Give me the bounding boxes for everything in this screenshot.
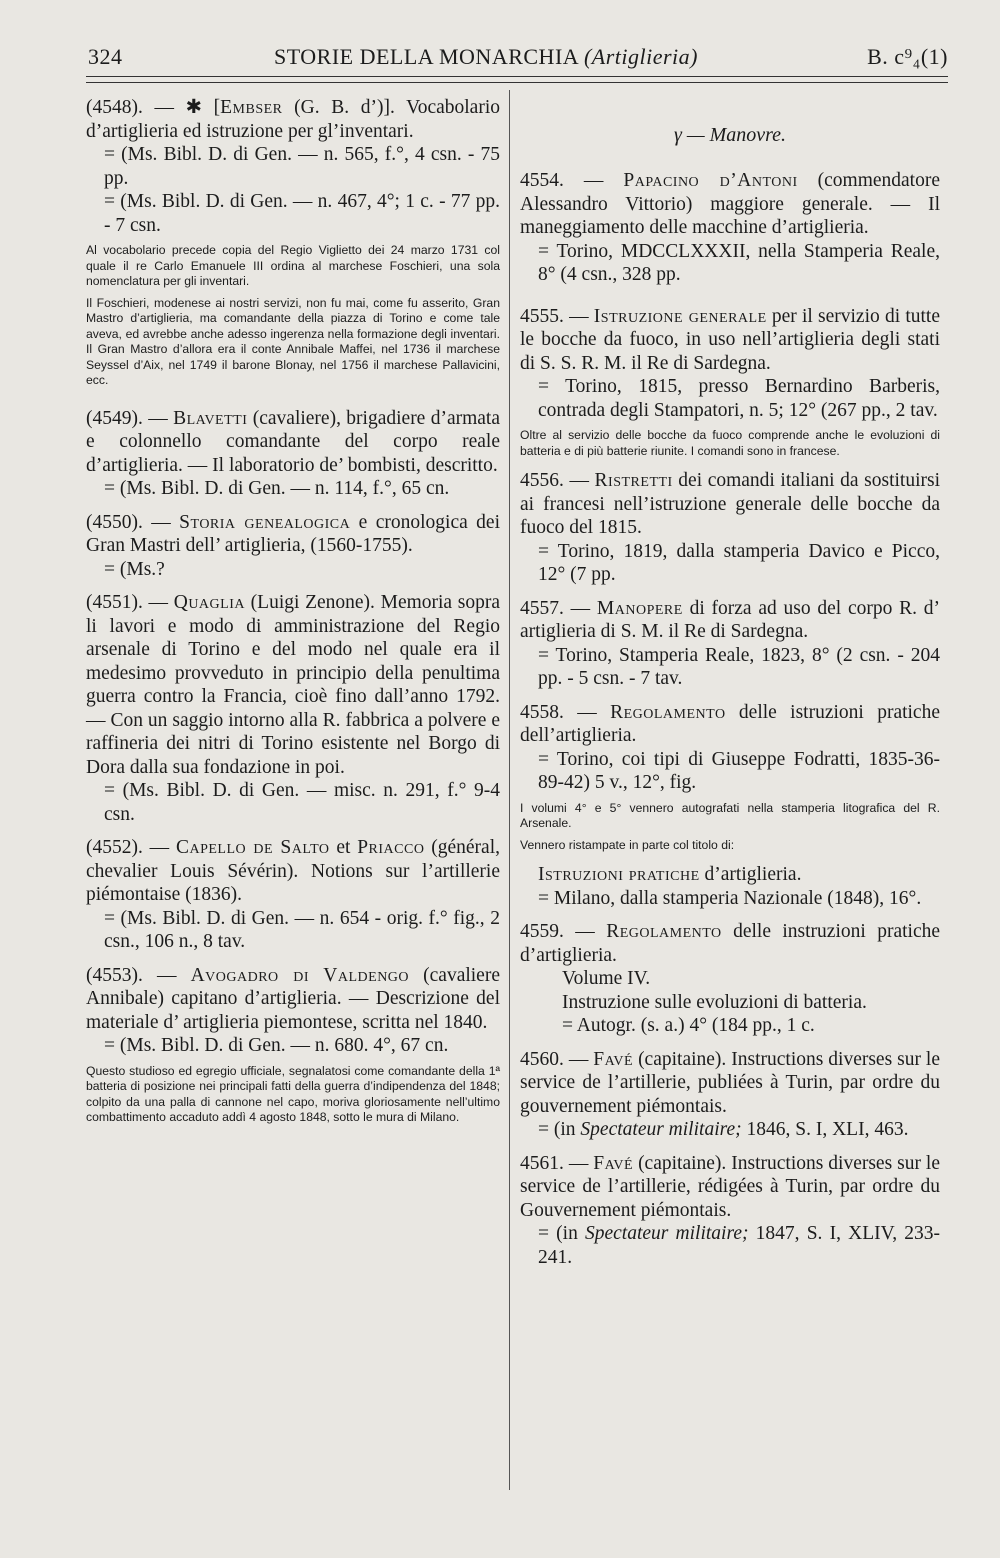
entry-author-2: Priacco: [357, 837, 425, 858]
entry-text: [86, 407, 500, 478]
entry-author: Storia genealogica: [179, 511, 351, 533]
entry-title: (capitaine). Instructions diverses sur le service de l’artillerie, publiées à Turin, par ordre du gouvernement piémontais.: [520, 1048, 940, 1117]
entry-title: d’artiglieria.: [699, 864, 802, 885]
entry-number: 4559. —: [520, 921, 607, 942]
entry-reference: = Torino, 1819, dalla stamperia Davico e Picco, 12° (7 pp.: [538, 540, 940, 585]
entry-title: (cavaliere), brigadiere d’armata e colonnello comandante del corpo reale d’artiglieria. — Il laboratorio de’ bombisti, descritto.: [86, 407, 500, 476]
entry-title: per il servizio di tutte le bocche da fuoco, in uso nell’artiglieria degli stati di S. S. R. M. il Re di Sardegna.: [520, 305, 940, 374]
entry-reference: = Torino, coi tipi di Giuseppe Fodratti, 1835-36-89-42) 5 v., 12°, fig.: [538, 748, 940, 793]
entry-title: (général, chevalier Louis Sévérin). Notions sur l’artillerie piémontaise (1836).: [86, 837, 500, 905]
entry-number: 4556. —: [520, 470, 595, 491]
entry-title: dei comandi italiani da sostituirsi ai francesi nell’istruzione generale delle bocche da fuoco del 1815.: [520, 470, 941, 538]
entry-4560: [520, 1048, 940, 1142]
entry-title: delle instruzioni pratiche d’artiglieria.: [520, 921, 940, 966]
entry-author: Favé: [593, 1152, 634, 1174]
entry-number: 4560. —: [520, 1048, 594, 1070]
right-column: [520, 96, 940, 1279]
entry-4552: [86, 836, 500, 954]
ref-prefix: = (in: [538, 1119, 581, 1140]
ref-details: 1846, S. I, XLI, 463.: [741, 1119, 909, 1140]
entry-author: Blavetti: [173, 407, 248, 429]
entry-volume: Volume IV.: [562, 968, 651, 989]
entry-author: Istruzione generale: [593, 305, 767, 327]
entry-text: [520, 701, 940, 748]
entry-4551: [86, 591, 500, 826]
entry-title: (capitaine). Instructions diverses sur le service de l’artillerie, rédigées à Turin, par ordre du Gouvernement piémontais.: [520, 1152, 940, 1221]
entry-text: [86, 836, 500, 907]
entry-author: Quaglia: [173, 592, 245, 613]
entry-title: di forza ad uso del corpo R. d’ artiglieria di S. M. il Re di Sardegna.: [520, 597, 940, 642]
left-column: [86, 96, 500, 1136]
entry-note: I volumi 4° e 5° vennero autografati nella stamperia litografica del R. Arsenale.: [520, 800, 940, 830]
entry-text: [520, 1048, 940, 1119]
entry-reference: = Milano, dalla stamperia Nazionale (1848), 16°.: [538, 887, 922, 909]
entry-reference: = (Ms. Bibl. D. di Gen. — misc. n. 291, f.° 9-4 csn.: [104, 780, 500, 825]
entry-reference: = (Ms. Bibl. D. di Gen. — n. 680. 4°, 67 cn.: [104, 1035, 449, 1056]
entry-author: Papacino d’Antoni: [623, 170, 798, 191]
entry-author: Manopere: [596, 597, 683, 619]
entry-text: [520, 305, 940, 376]
header-rule-top: [86, 76, 948, 77]
entry-note: Questo studioso ed egregio ufficiale, segnalatosi come comandante della 1ª batteria di posizione nei principali fatti della guerra d’indipendenza del 1848; colpito da una palla di cannone nel capo, moriva gloriosamente nell’ultimo combattimento accaduto addì 4 agosto 1848, sotto le mura di Milano.: [86, 1063, 500, 1124]
entry-number: 4561. —: [520, 1152, 594, 1174]
entry-reference: = (Ms. Bibl. D. di Gen. — n. 114, f.°, 65 cn.: [104, 478, 450, 499]
entry-4559: [520, 920, 940, 1038]
entry-number: (4552). —: [86, 837, 176, 858]
entry-title: (Luigi Zenone). Memoria sopra li lavori e modo di amministrazione del Regio arsenale di Torino e del modo nel quale era il medesimo provveduto in principio della penultima guerra contro la Francia, cioè fino dall’anno 1792. — Con un saggio intorno alla R. fabbrica a polvere e raffineria dei nitri di Torino esistente nel Borgo di Dora dalla sua fondazione in poi.: [86, 592, 500, 778]
running-header: [88, 44, 948, 78]
entry-title: (cavaliere Annibale) capitano d’artiglieria. — Descrizione del materiale d’ artiglieria piemontese, scritta nel 1840.: [86, 964, 500, 1033]
entry-reference: = (Ms. Bibl. D. di Gen. — n. 654 - orig. f.° fig., 2 csn., 106 n., 8 tav.: [104, 907, 500, 952]
section-heading: γ — Manovre.: [673, 124, 787, 146]
running-title: [274, 44, 698, 70]
entry-note: Vennero ristampate in parte col titolo di:: [520, 837, 735, 852]
entry-author: Regolamento: [610, 701, 726, 723]
entry-text: [520, 597, 940, 644]
entry-4558: [520, 701, 940, 911]
entry-number: (4549). —: [86, 407, 174, 429]
entry-4555: [520, 305, 940, 460]
entry-4549: [86, 407, 500, 501]
entry-author: Embser: [220, 97, 283, 118]
entry-title: (commendatore Alessandro Vittorio) maggiore generale. — Il maneggiamento delle macchine d’artiglieria.: [520, 170, 940, 238]
entry-reprint-title: [520, 863, 940, 887]
entry-number: 4554. —: [520, 170, 624, 191]
entry-author: Regolamento: [606, 921, 722, 942]
signature-mark: B. c⁹₄(1): [867, 44, 948, 69]
entry-note: Oltre al servizio delle bocche da fuoco comprende anche le evoluzioni di batteria e di più batterie riunite. I comandi sono in francese.: [520, 428, 940, 458]
ref-journal: Spectateur militaire;: [580, 1119, 742, 1140]
entry-4557: [520, 597, 940, 691]
entry-4556: [520, 469, 940, 587]
ref-details: 1847, S. I, XLIV, 233-241.: [538, 1223, 940, 1268]
entry-4561: [520, 1152, 940, 1270]
entry-4554: [520, 169, 940, 287]
entry-text: [86, 96, 500, 143]
entry-reference: = (Ms. Bibl. D. di Gen. — n. 565, f.°, 4 csn. - 75 pp.: [104, 144, 500, 189]
entry-number: 4558. —: [520, 701, 611, 723]
entry-4553: [86, 964, 500, 1126]
ref-prefix: = (in: [538, 1223, 585, 1244]
entry-title: (G. B. d’)]. Vocabolario d’artiglieria ed istruzione per gl’inventari.: [86, 97, 501, 142]
column-divider: [509, 90, 510, 1490]
entry-number: 4555. —: [520, 305, 594, 327]
running-title-main: STORIE DELLA MONARCHIA: [274, 44, 578, 69]
entry-reference: = Torino, Stamperia Reale, 1823, 8° (2 csn. - 204 pp. - 5 csn. - 7 tav.: [538, 644, 940, 689]
entry-title: delle istruzioni pratiche dell’artiglieria.: [520, 701, 940, 746]
entry-number: (4550). —: [86, 511, 180, 533]
entry-reference: = (Ms.?: [104, 558, 165, 580]
header-rule-bottom: [86, 82, 948, 83]
entry-text: [520, 1152, 940, 1223]
entry-text: [86, 511, 500, 558]
entry-note: Al vocabolario precede copia del Regio Viglietto dei 24 marzo 1731 col quale il re Carlo Emanuele III ordina al marchese Foschieri, una sola nomenclatura per gli inventari.: [86, 243, 500, 288]
entry-reference: = Torino, 1815, presso Bernardino Barberis, contrada degli Stampatori, n. 5; 12° (267 pp., 2 tav.: [538, 376, 940, 421]
entry-reference: [520, 1222, 940, 1269]
entry-reference: = Torino, MDCCLXXXII, nella Stamperia Reale, 8° (4 csn., 328 pp.: [538, 240, 940, 285]
entry-4550: [86, 511, 500, 582]
entry-4548: [86, 96, 500, 389]
running-title-sub: (Artiglieria): [583, 44, 698, 69]
entry-number: 4557. —: [520, 597, 597, 619]
entry-reference: = (Ms. Bibl. D. di Gen. — n. 467, 4°; 1 c. - 77 pp. - 7 csn.: [104, 191, 500, 236]
entry-text: [520, 469, 940, 540]
entry-author: Favé: [593, 1048, 634, 1070]
entry-number: (4551). —: [86, 592, 174, 613]
entry-author: Istruzioni pratiche: [538, 864, 700, 885]
ref-journal: Spectateur militaire;: [585, 1223, 749, 1244]
entry-author: Avogadro di Valdengo: [190, 964, 410, 986]
entry-reference: [520, 1118, 940, 1142]
entry-subtitle: Instruzione sulle evoluzioni di batteria.: [562, 991, 867, 1013]
page-number: 324: [88, 44, 123, 69]
entry-author: Ristretti: [594, 470, 673, 491]
entry-text: [520, 169, 940, 240]
entry-note: Il Foschieri, modenese ai nostri servizi, non fu mai, come fu asserito, Gran Mastro d’artiglieria, ma comandante della piazza di Torino e come tale aveva, ed avrebbe anche adesso ingerenza nella formazione degli inventari. Il Gran Mastro d’allora era il conte Annibale Maffei, nel 1736 il marchese Seyssel d’Aix, nel 1749 il barone Blonay, nel 1756 il marchese Pallavicini, ecc.: [86, 295, 500, 387]
entry-reference: = Autogr. (s. a.) 4° (184 pp., 1 c.: [562, 1015, 815, 1036]
entry-title: e cronologica dei Gran Mastri dell’ artiglieria, (1560-1755).: [86, 511, 500, 556]
entry-author: Capello de Salto: [175, 837, 330, 858]
entry-text: [520, 920, 940, 967]
entry-conjunction: et: [329, 837, 358, 858]
entry-number: (4548). — ✱ [: [86, 97, 221, 118]
entry-text: [86, 591, 500, 779]
entry-number: (4553). —: [86, 964, 191, 986]
entry-text: [86, 964, 500, 1035]
